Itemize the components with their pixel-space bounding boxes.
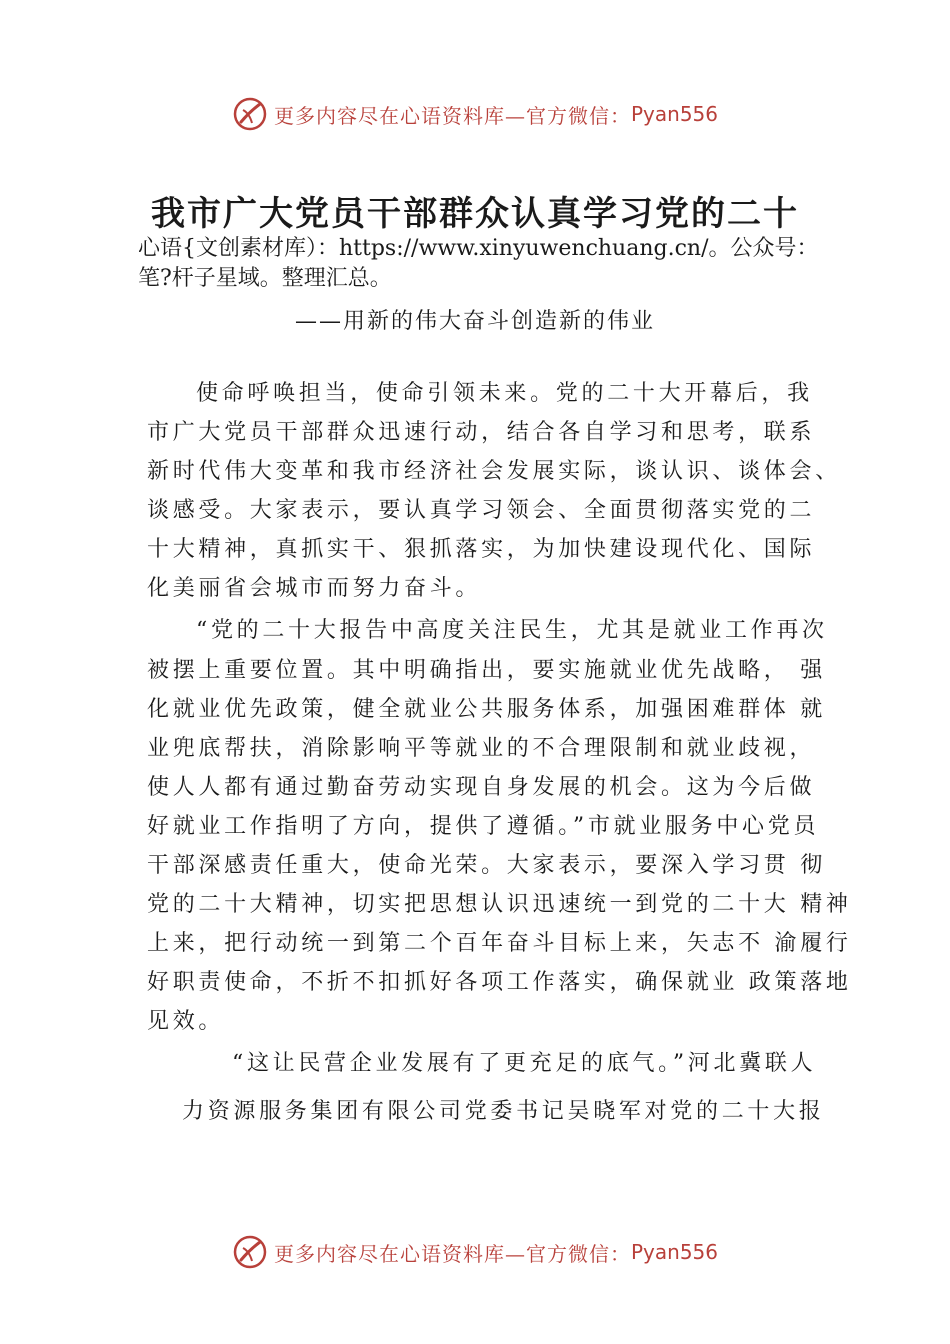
source-note: 心语{文创素材库）：https://www.xinyuwenchuang.cn/。公众号：笔?杆子星域。整理汇总。 xyxy=(138,236,819,291)
body-line: 使命呼唤担当，使命引领未来。党的二十大开幕后，我 xyxy=(196,381,813,406)
footer-banner xyxy=(0,1232,950,1272)
body-line: 化就业优先政策，健全就业公共服务体系，加强困难群体 就 xyxy=(147,697,826,722)
body-line: 化美丽省会城市而努力奋斗。 xyxy=(147,576,482,601)
body-line: 市广大党员干部群众迅速行动，结合各自学习和思考，联系 xyxy=(147,420,816,445)
body-line: “这让民营企业发展有了更充足的底气。”河北冀联人 xyxy=(232,1051,817,1076)
body-line: 力资源服务集团有限公司党委书记吴晓军对党的二十大报 xyxy=(182,1099,825,1124)
body-line: “党的二十大报告中高度关注民生，尤其是就业工作再次 xyxy=(196,618,828,643)
body-line: 干部深感责任重大，使命光荣。大家表示，要深入学习贯 彻 xyxy=(147,853,826,878)
brush-logo-icon xyxy=(232,96,268,132)
body-line: 十大精神，真抓实干、狠抓落实，为加快建设现代化、国际 xyxy=(147,537,816,562)
banner-wechat-id: Pyan556 xyxy=(630,1240,718,1264)
body-line: 好就业工作指明了方向，提供了遵循。”市就业服务中心党员 xyxy=(147,814,820,839)
brush-logo-icon xyxy=(232,1234,268,1270)
body-line: 见效。 xyxy=(147,1009,225,1034)
header-banner xyxy=(0,94,950,134)
banner-text: 更多内容尽在心语资料库—官方微信： xyxy=(273,1241,631,1266)
body-line: 新时代伟大变革和我市经济社会发展实际，谈认识、谈体会、 xyxy=(147,459,841,484)
document-title: 我市广大党员干部群众认真学习党的二十 xyxy=(151,194,799,234)
banner-text: 更多内容尽在心语资料库—官方微信： xyxy=(273,103,631,128)
body-line: 谈感受。大家表示，要认真学习领会、全面贯彻落实党的二 xyxy=(147,498,816,523)
document-subtitle: ——用新的伟大奋斗创造新的伟业 xyxy=(294,309,655,334)
body-line: 业兜底帮扶，消除影响平等就业的不合理限制和就业歧视， xyxy=(147,736,816,761)
body-line: 好职责使命，不折不扣抓好各项工作落实，确保就业 政策落地 xyxy=(147,970,852,995)
body-line: 党的二十大精神，切实把思想认识迅速统一到党的二十大 精神 xyxy=(147,892,852,917)
banner-wechat-id: Pyan556 xyxy=(630,102,718,126)
body-line: 被摆上重要位置。其中明确指出，要实施就业优先战略， 强 xyxy=(147,658,826,683)
body-line: 使人人都有通过勤奋劳动实现自身发展的机会。这为今后做 xyxy=(147,775,816,800)
body-line: 上来，把行动统一到第二个百年奋斗目标上来，矢志不 渝履行 xyxy=(147,931,852,956)
